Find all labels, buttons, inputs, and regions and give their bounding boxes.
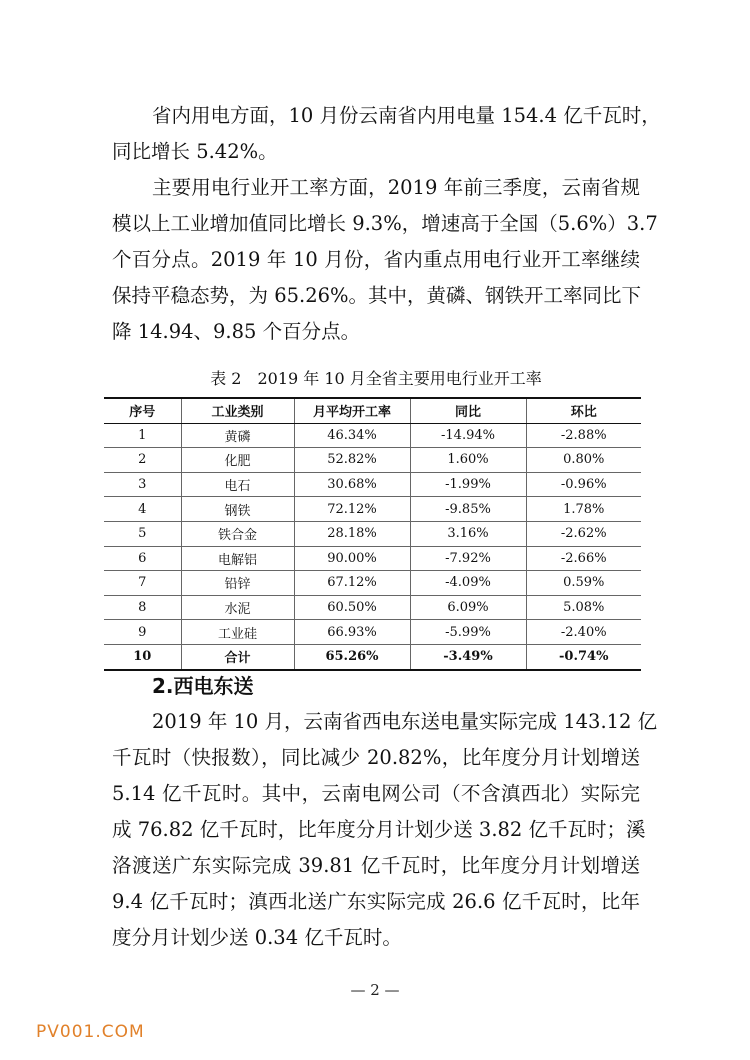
table-cell: 3 [104,472,181,497]
table-cell: 46.34% [294,423,410,448]
table-cell: 3.16% [410,521,526,546]
table-row [104,521,641,546]
table-cell: 5 [104,521,181,546]
watermark-logo: PV001.COM [36,1022,145,1042]
table-cell: -14.94% [410,423,526,448]
table-caption: 表 2 2019 年 10 月全省主要用电行业开工率 [210,369,542,388]
text-line: 9.4 亿千瓦时；滇西北送广东实际完成 26.6 亿千瓦时，比年 [112,890,640,913]
paragraph-provincial-consumption [112,98,661,170]
text-line: 成 76.82 亿千瓦时，比年度分月计划少送 3.82 亿千瓦时；溪 [112,818,646,841]
table-header-row [104,398,641,423]
table-cell: 65.26% [294,644,410,669]
text-line: 模以上工业增加值同比增长 9.3%，增速高于全国（5.6%）3.7 [112,212,658,235]
text-line: 5.14 亿千瓦时。其中，云南电网公司（不含滇西北）实际完 [112,782,640,805]
table-cell: -2.62% [526,521,641,546]
text-line: 个百分点。2019 年 10 月份，省内重点用电行业开工率继续 [112,248,640,271]
table-cell: 28.18% [294,521,410,546]
column-header: 环比 [526,398,641,423]
column-header: 序号 [104,398,181,423]
column-header: 同比 [410,398,526,423]
table-cell: 铁合金 [181,521,294,546]
table-row [104,423,641,448]
table-cell: 4 [104,497,181,522]
table-row [104,472,641,497]
column-header: 月平均开工率 [294,398,410,423]
table-cell: 黄磷 [181,423,294,448]
table-cell: 90.00% [294,546,410,571]
paragraph-west-east-transmission [112,704,658,956]
table-row [104,595,641,620]
table-cell: 电石 [181,472,294,497]
table-total-row [104,644,641,669]
table-row [104,448,641,473]
table-cell: 1.60% [410,448,526,473]
utilization-table [104,397,641,671]
table-cell: 5.08% [526,595,641,620]
table-cell: 化肥 [181,448,294,473]
table-cell: -5.99% [410,620,526,645]
table-cell: 10 [104,644,181,669]
table-row [104,546,641,571]
text-line: 省内用电方面，10 月份云南省内用电量 154.4 亿千瓦时， [152,104,661,127]
page-number: — 2 — [350,981,400,999]
table-row [104,497,641,522]
table-cell: 7 [104,571,181,596]
table-cell: 30.68% [294,472,410,497]
paragraph-industry-utilization [112,170,658,350]
table-cell: 52.82% [294,448,410,473]
table-cell: -4.09% [410,571,526,596]
table-cell: 铅锌 [181,571,294,596]
table-cell: -2.66% [526,546,641,571]
text-line: 洛渡送广东实际完成 39.81 亿千瓦时，比年度分月计划增送 [112,854,640,877]
table-cell: -9.85% [410,497,526,522]
table-row [104,620,641,645]
table-cell: 1 [104,423,181,448]
table-cell: 72.12% [294,497,410,522]
section-heading: 2.西电东送 [152,674,254,698]
table-cell: -1.99% [410,472,526,497]
table-cell: -2.88% [526,423,641,448]
table-cell: 电解铝 [181,546,294,571]
table-cell: 8 [104,595,181,620]
text-line: 同比增长 5.42%。 [112,140,278,163]
table-cell: -0.74% [526,644,641,669]
table-cell: 9 [104,620,181,645]
table-cell: 工业硅 [181,620,294,645]
table-cell: 0.80% [526,448,641,473]
table-row [104,571,641,596]
table-cell: 0.59% [526,571,641,596]
table-cell: 6.09% [410,595,526,620]
table-cell: 钢铁 [181,497,294,522]
table-cell: 66.93% [294,620,410,645]
table-cell: -3.49% [410,644,526,669]
text-line: 千瓦时（快报数），同比减少 20.82%，比年度分月计划增送 [112,746,640,769]
table-cell: -2.40% [526,620,641,645]
table-cell: -7.92% [410,546,526,571]
table-cell: -0.96% [526,472,641,497]
table-cell: 合计 [181,644,294,669]
table-cell: 1.78% [526,497,641,522]
table-cell: 水泥 [181,595,294,620]
text-line: 2019 年 10 月，云南省西电东送电量实际完成 143.12 亿 [152,710,658,733]
text-line: 度分月计划少送 0.34 亿千瓦时。 [112,926,402,949]
text-line: 降 14.94、9.85 个百分点。 [112,320,361,343]
text-line: 主要用电行业开工率方面，2019 年前三季度，云南省规 [152,176,640,199]
text-line: 保持平稳态势，为 65.26%。其中，黄磷、钢铁开工率同比下 [112,284,642,307]
column-header: 工业类别 [181,398,294,423]
table-cell: 2 [104,448,181,473]
table-cell: 6 [104,546,181,571]
table-cell: 60.50% [294,595,410,620]
table-cell: 67.12% [294,571,410,596]
